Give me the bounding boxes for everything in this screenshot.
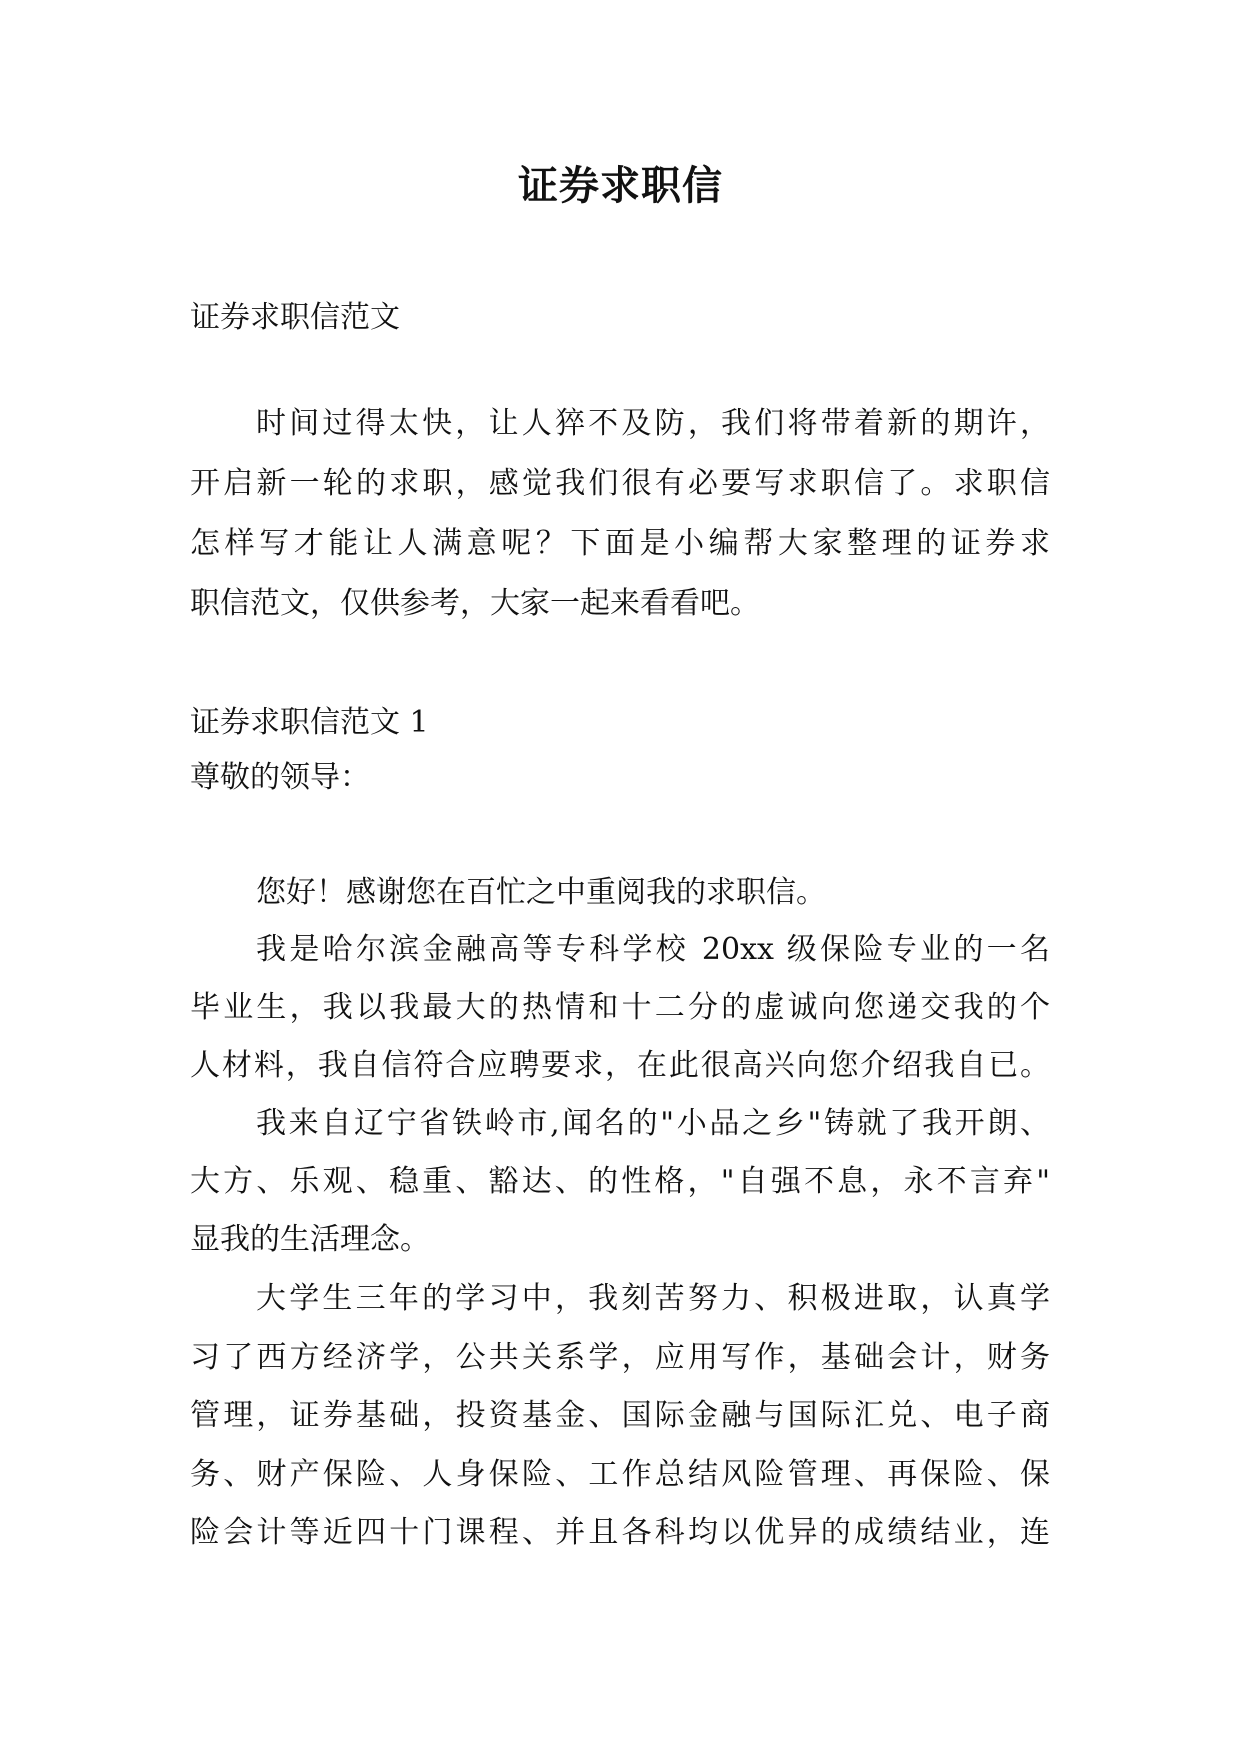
sample-heading: 证券求职信范文 1	[190, 705, 429, 740]
paragraph-line: 习了西方经济学，公共关系学，应用写作，基础会计，财务	[190, 1340, 1050, 1375]
paragraph-line: 管理，证券基础，投资基金、国际金融与国际汇兑、电子商	[190, 1398, 1050, 1433]
paragraph-line: 人材料，我自信符合应聘要求，在此很高兴向您介绍我自已。	[190, 1048, 1050, 1083]
paragraph-line: 险会计等近四十门课程、并且各科均以优异的成绩结业，连	[190, 1515, 1050, 1550]
intro-line: 时间过得太快，让人猝不及防，我们将带着新的期许，	[256, 406, 1050, 441]
paragraph-line: 务、财产保险、人身保险、工作总结风险管理、再保险、保	[190, 1457, 1050, 1492]
document-title: 证券求职信	[518, 162, 723, 209]
intro-line: 职信范文，仅供参考，大家一起来看看吧。	[190, 586, 760, 621]
paragraph-line: 我是哈尔滨金融高等专科学校 20xx 级保险专业的一名	[256, 932, 1050, 967]
intro-line: 开启新一轮的求职，感觉我们很有必要写求职信了。求职信	[190, 466, 1050, 501]
document-subtitle: 证券求职信范文	[190, 300, 400, 335]
paragraph-line: 大方、乐观、稳重、豁达、的性格，"自强不息，永不言弃"	[190, 1164, 1050, 1199]
paragraph-line: 我来自辽宁省铁岭市,闻名的"小品之乡"铸就了我开朗、	[256, 1106, 1050, 1141]
greeting: 您好！感谢您在百忙之中重阅我的求职信。	[256, 875, 826, 910]
intro-line: 怎样写才能让人满意呢？下面是小编帮大家整理的证券求	[190, 526, 1050, 561]
salutation: 尊敬的领导：	[190, 760, 370, 795]
paragraph-line: 显我的生活理念。	[190, 1222, 430, 1257]
paragraph-line: 大学生三年的学习中，我刻苦努力、积极进取，认真学	[256, 1281, 1050, 1316]
paragraph-line: 毕业生，我以我最大的热情和十二分的虚诚向您递交我的个	[190, 990, 1050, 1025]
